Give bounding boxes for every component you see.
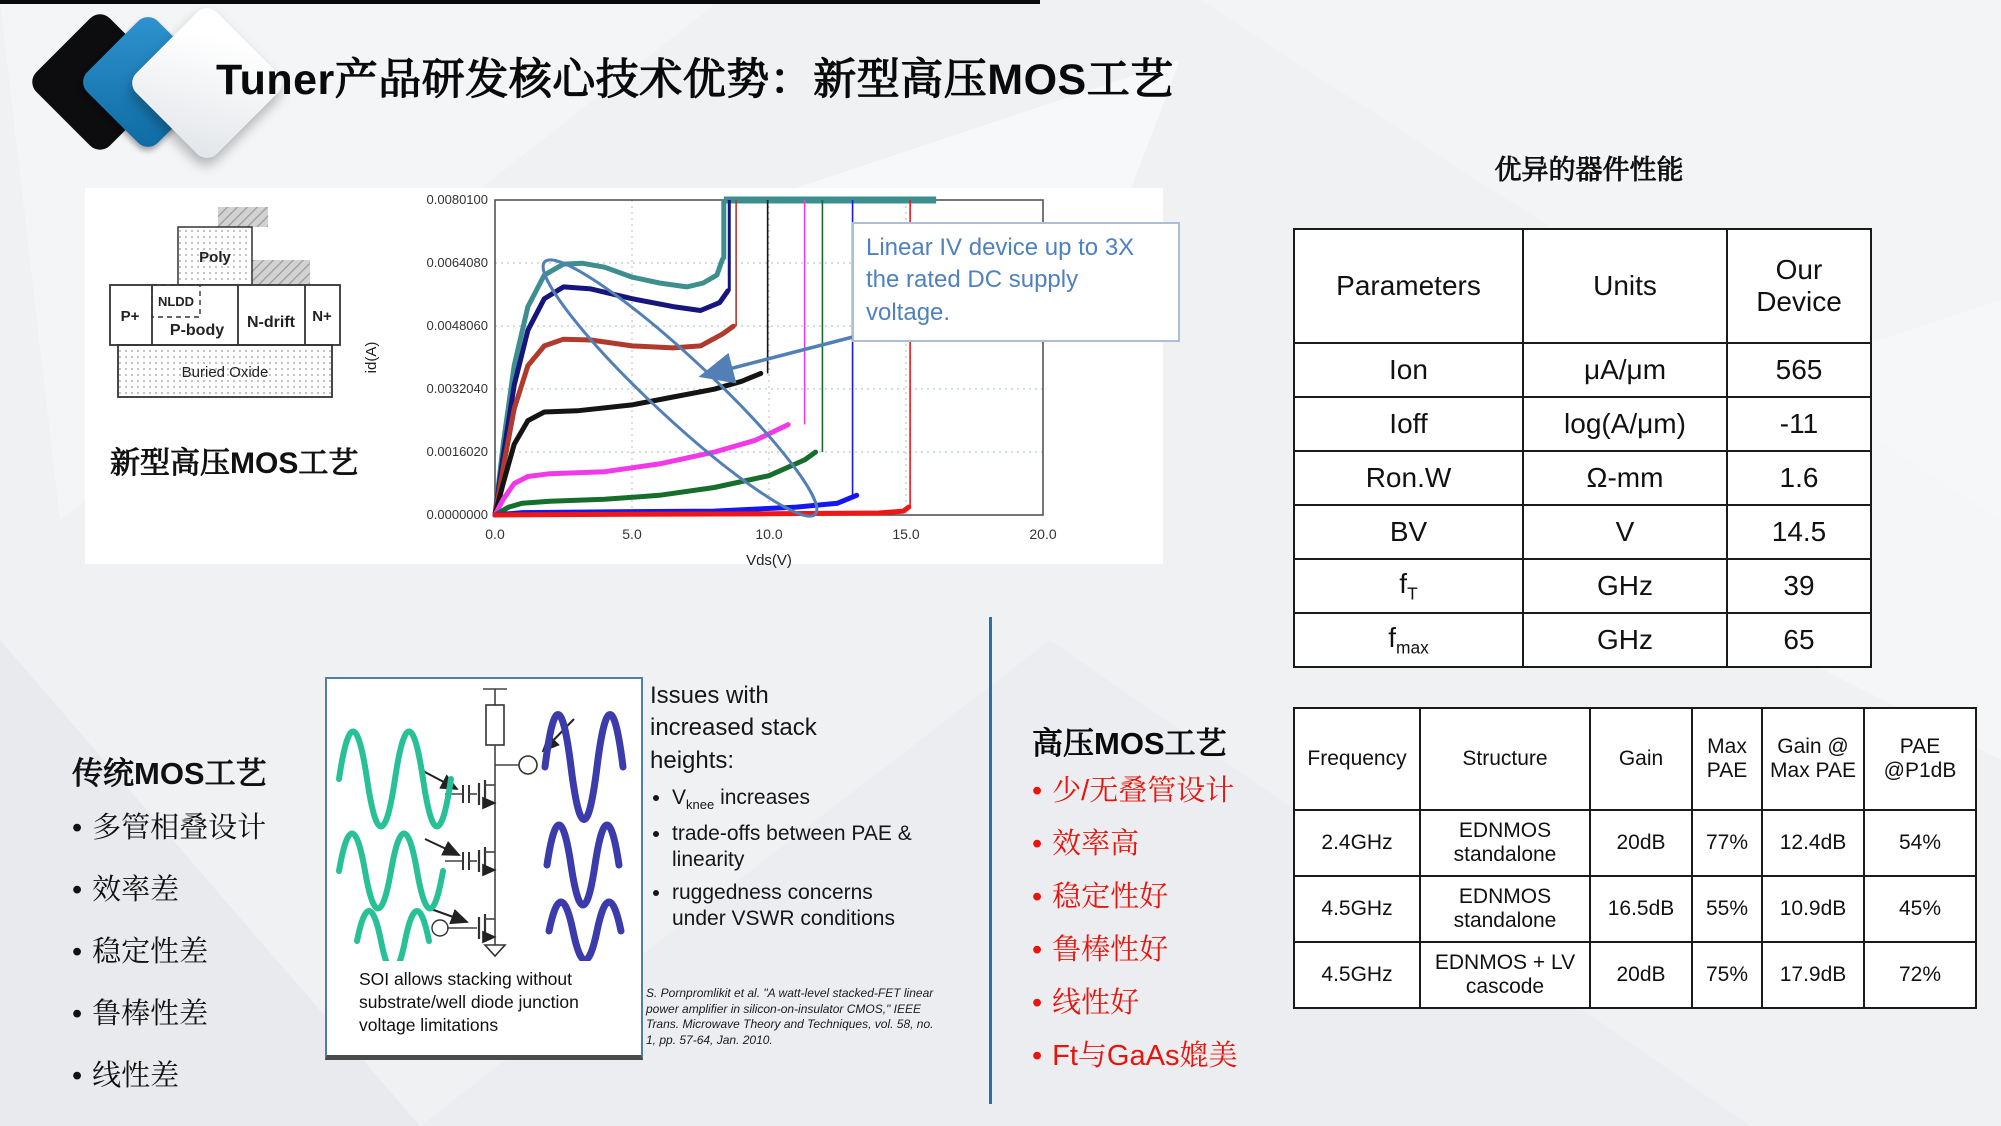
- n-plus-label: N+: [312, 308, 332, 325]
- hv-bullet-list: [1032, 765, 1237, 1083]
- cell: EDNMOS + LV cascode: [1420, 942, 1590, 1008]
- list-item: • 线性好: [1032, 987, 1140, 1019]
- output-node: [519, 756, 537, 774]
- value-cell: 14.5: [1727, 505, 1871, 559]
- stacked-fet-diagram: [327, 679, 640, 961]
- x-tick-label: 20.0: [1029, 526, 1057, 542]
- cell: EDNMOS standalone: [1420, 810, 1590, 876]
- hatch-region-right: [252, 260, 310, 285]
- cell: 10.9dB: [1762, 876, 1864, 942]
- list-item: • 多管相叠设计: [72, 812, 267, 844]
- cell: 4.5GHz: [1294, 942, 1420, 1008]
- performance-heading: 优异的器件性能: [1494, 155, 1684, 185]
- list-item: • 少/无叠管设计: [1032, 775, 1235, 807]
- table-row: [1294, 451, 1871, 505]
- traditional-heading: 传统MOS工艺: [72, 756, 267, 791]
- blue-wave-2: [547, 825, 619, 905]
- pa-results-table: [1293, 707, 1977, 1009]
- list-item: • $V_{knee}$ increases: [672, 785, 932, 813]
- cell: 12.4dB: [1762, 810, 1864, 876]
- iv-curve-vgs-3-green: [495, 452, 816, 515]
- col-structure: Structure: [1420, 708, 1590, 810]
- mos-cross-section-figure: [100, 205, 350, 410]
- hv-mos-section: [1032, 718, 1237, 1083]
- table-row: [1294, 559, 1871, 613]
- col-pae-at-p1db: PAE @P1dB: [1864, 708, 1976, 810]
- col-frequency: Frequency: [1294, 708, 1420, 810]
- iv-curve-vgs-7-navy: [495, 287, 728, 515]
- p-plus-label: P+: [120, 308, 140, 325]
- issues-heading: Issues with increased stack heights:: [650, 682, 817, 774]
- cell: 17.9dB: [1762, 942, 1864, 1008]
- poly-label: Poly: [199, 249, 231, 266]
- cell: 20dB: [1590, 942, 1692, 1008]
- col-max-pae: Max PAE: [1692, 708, 1762, 810]
- ground-symbol: [485, 945, 505, 956]
- table-row: [1294, 505, 1871, 559]
- resistor-symbol: [486, 705, 504, 745]
- col-parameters: Parameters: [1294, 229, 1523, 343]
- buried-oxide-label: Buried Oxide: [181, 364, 269, 381]
- list-item: • 鲁棒性好: [1032, 934, 1169, 966]
- unit-cell: μA/μm: [1523, 343, 1727, 397]
- cell: 45%: [1864, 876, 1976, 942]
- cell: 75%: [1692, 942, 1762, 1008]
- x-tick-label: 5.0: [622, 526, 642, 542]
- table-header-row: [1294, 229, 1871, 343]
- section-divider: [989, 617, 992, 1104]
- green-wave-2: [339, 834, 443, 909]
- input-node: [432, 920, 448, 936]
- list-item: • 效率差: [72, 874, 180, 906]
- table-row: [1294, 613, 1871, 667]
- param-cell: Ron.W: [1294, 451, 1523, 505]
- table-row: [1294, 810, 1976, 876]
- unit-cell: Ω-mm: [1523, 451, 1727, 505]
- y-tick-label: 0.0032040: [426, 381, 488, 396]
- param-cell: $f_T$: [1294, 559, 1523, 613]
- p-body-label: P-body: [169, 322, 225, 339]
- table-row: [1294, 397, 1871, 451]
- cell: 72%: [1864, 942, 1976, 1008]
- traditional-mos-section: [72, 748, 267, 1107]
- cell: 2.4GHz: [1294, 810, 1420, 876]
- value-cell: 565: [1727, 343, 1871, 397]
- issues-list: [650, 785, 950, 932]
- y-tick-label: 0.0000000: [426, 507, 488, 522]
- hatch-region-top: [218, 207, 268, 227]
- unit-cell: GHz: [1523, 613, 1727, 667]
- cell: 54%: [1864, 810, 1976, 876]
- list-item: • trade-offs between PAE & linearity: [672, 821, 932, 874]
- value-cell: 65: [1727, 613, 1871, 667]
- x-tick-label: 10.0: [755, 526, 783, 542]
- col-our-device: Our Device: [1727, 229, 1871, 343]
- param-cell: Ioff: [1294, 397, 1523, 451]
- chart-annotation-box: Linear IV device up to 3X the rated DC supply voltage.: [852, 222, 1180, 342]
- value-cell: -11: [1727, 397, 1871, 451]
- value-cell: 39: [1727, 559, 1871, 613]
- iv-curve-vgs-5-black: [495, 373, 761, 515]
- table-header-row: [1294, 708, 1976, 810]
- device-performance-table: [1293, 228, 1872, 668]
- blue-wave-3: [549, 902, 621, 960]
- n-drift-label: N-drift: [247, 314, 295, 331]
- green-wave-3: [357, 911, 429, 961]
- cell: 77%: [1692, 810, 1762, 876]
- col-units: Units: [1523, 229, 1727, 343]
- cell: 4.5GHz: [1294, 876, 1420, 942]
- stacked-fet-figure: [325, 677, 643, 1060]
- y-tick-label: 0.0016020: [426, 444, 488, 459]
- unit-cell: GHz: [1523, 559, 1727, 613]
- y-tick-label: 0.0080100: [426, 192, 488, 207]
- device-figure-caption: 新型高压MOS工艺: [110, 447, 359, 480]
- list-item: • 线性差: [72, 1060, 180, 1092]
- x-axis-label: Vds(V): [746, 552, 792, 569]
- blue-wave-1: [545, 715, 623, 820]
- reference-citation: S. Pornpromlikit et al. "A watt-level stacked-FET linear power amplifier in silicon-on-insulator CMOS," IEEE Trans. Microwave Theory and Techniques, vol. 58, no. 1, pp. 57-64, Jan. 2010.: [646, 986, 934, 1047]
- list-item: • 稳定性好: [1032, 881, 1169, 913]
- y-tick-label: 0.0064080: [426, 255, 488, 270]
- table-row: [1294, 343, 1871, 397]
- unit-cell: V: [1523, 505, 1727, 559]
- hv-heading: 高压MOS工艺: [1032, 726, 1227, 761]
- list-item: • 效率高: [1032, 828, 1140, 860]
- cell: 20dB: [1590, 810, 1692, 876]
- page-title: Tuner产品研发核心技术优势：新型高压MOS工艺: [216, 56, 1174, 104]
- traditional-bullet-list: [72, 797, 267, 1107]
- col-gain-at-max-pae: Gain @ Max PAE: [1762, 708, 1864, 810]
- y-tick-label: 0.0048060: [426, 318, 488, 333]
- x-tick-label: 0.0: [485, 526, 505, 542]
- col-gain: Gain: [1590, 708, 1692, 810]
- green-wave-1: [339, 732, 451, 827]
- value-cell: 1.6: [1727, 451, 1871, 505]
- x-tick-label: 15.0: [892, 526, 920, 542]
- y-axis-label: id(A): [363, 341, 380, 374]
- table-row: [1294, 942, 1976, 1008]
- param-cell: BV: [1294, 505, 1523, 559]
- list-item: • 鲁棒性差: [72, 998, 209, 1030]
- cell: EDNMOS standalone: [1420, 876, 1590, 942]
- cell: 16.5dB: [1590, 876, 1692, 942]
- param-cell: $f_{max}$: [1294, 613, 1523, 667]
- stack-issues-section: [650, 680, 950, 940]
- list-item: • Ft与GaAs媲美: [1032, 1040, 1238, 1072]
- nldd-label: NLDD: [157, 294, 195, 309]
- list-item: • ruggedness concerns under VSWR conditions: [672, 880, 932, 933]
- cell: 55%: [1692, 876, 1762, 942]
- list-item: • 稳定性差: [72, 936, 209, 968]
- param-cell: Ion: [1294, 343, 1523, 397]
- slide-top-border: [0, 0, 1040, 4]
- table-row: [1294, 876, 1976, 942]
- unit-cell: log(A/μm): [1523, 397, 1727, 451]
- stack-figure-caption: SOI allows stacking without substrate/well diode junction voltage limitations: [359, 969, 579, 1035]
